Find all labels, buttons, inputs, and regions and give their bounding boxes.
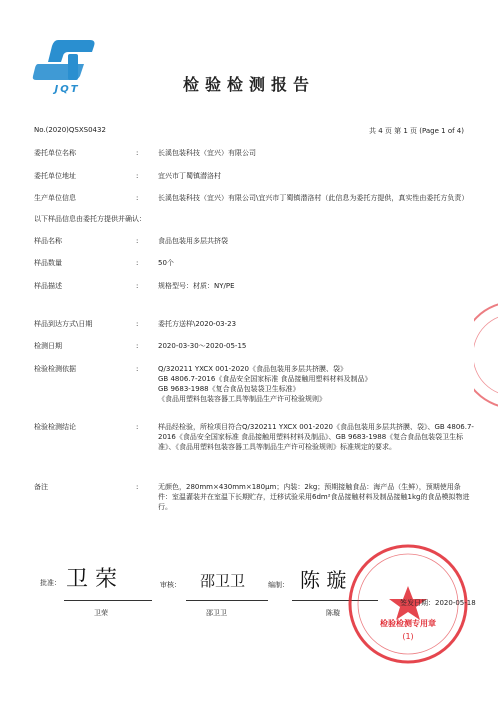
- field-colon: :: [136, 423, 139, 431]
- reviewer-name: 邵卫卫: [206, 609, 227, 617]
- approver-label: 批准：: [40, 579, 61, 587]
- field-value: 长溪包装科技（宜兴）有限公司: [158, 149, 256, 157]
- field-label: 样品数量: [34, 259, 62, 267]
- field-label: 检验检测结论: [34, 423, 76, 431]
- field-label: 检测日期: [34, 342, 62, 350]
- field-colon: :: [136, 259, 139, 267]
- logo-text: JQT: [54, 84, 80, 95]
- field-value: 委托方送样\2020-03-23: [158, 320, 237, 328]
- report-title: 检验检测报告: [182, 75, 315, 94]
- issue-date-value: 2020-05-18: [435, 599, 476, 607]
- issue-date-row: [400, 598, 476, 608]
- field-colon: :: [136, 483, 139, 491]
- field-label: 检验检测依据: [34, 365, 76, 373]
- field-value: 50个: [158, 259, 174, 267]
- field-value: 长溪包装科技（宜兴）有限公司\宜兴市丁蜀镇潜洛村（此信息为委托方提供，真实性由委托方负责）: [158, 194, 469, 202]
- approver-signature-line: [64, 600, 152, 601]
- sample-info-note: 以下样品信息由委托方提供并确认：: [34, 215, 146, 223]
- editor-handwriting: 陈 璇: [300, 568, 347, 592]
- field-value: 2020-03-30～2020-05-15: [158, 342, 247, 350]
- field-colon: :: [136, 194, 139, 202]
- reviewer-label: 审核：: [160, 581, 181, 589]
- reviewer-signature-line: [186, 600, 268, 601]
- issue-date-label: 签发日期：: [400, 599, 435, 607]
- seal-number: (1): [402, 632, 414, 641]
- page-indicator: 共 4 页 第 1 页 (Page 1 of 4): [369, 127, 464, 135]
- reviewer-handwriting: 邵卫卫: [200, 572, 246, 590]
- field-colon: :: [136, 320, 139, 328]
- field-value: 规格型号：材质：NY/PE: [158, 282, 235, 290]
- field-value: 样品经检验，所检项目符合Q/320211 YXCX 001-2020《食品包装用多层共挤膜、袋》、GB 4806.7-2016《食品安全国家标准 食品接触用塑料材料及制品》、GB 9683-1988《复合食品包装袋卫生标准》、《食品用塑料包装容器工具等制品生产许可检验规则》标准规定的要求。: [158, 423, 474, 451]
- field-colon: :: [136, 237, 139, 245]
- field-colon: :: [136, 342, 139, 350]
- field-label: 委托单位地址: [34, 172, 76, 180]
- editor-name: 陈璇: [326, 609, 340, 617]
- field-label: 样品名称: [34, 237, 62, 245]
- field-colon: :: [136, 172, 139, 180]
- edge-seal-stamp: [474, 300, 498, 410]
- approver-handwriting: 卫 荣: [66, 567, 117, 592]
- field-value: 食品包装用多层共挤袋: [158, 237, 228, 245]
- field-label: 备注: [34, 483, 48, 491]
- field-label: 样品描述: [34, 282, 62, 290]
- editor-label: 编制：: [268, 581, 289, 589]
- seal-text: 检验检测专用章: [380, 619, 436, 628]
- field-value: 宜兴市丁蜀镇潜洛村: [158, 172, 221, 180]
- field-label: 样品到达方式\日期: [34, 320, 93, 328]
- field-colon: :: [136, 149, 139, 157]
- field-colon: :: [136, 365, 139, 373]
- report-number: No.(2020)QSXS0432: [34, 126, 106, 134]
- field-colon: :: [136, 282, 139, 290]
- approver-name: 卫荣: [94, 609, 108, 617]
- field-value: Q/320211 YXCX 001-2020《食品包装用多层共挤膜、袋》 GB 4806.7-2016《食品安全国家标准 食品接触用塑料材料及制品》 GB 9683-1988《复合食品包装袋卫生标准》 《食品用塑料包装容器工具等制品生产许可检验规则》: [158, 365, 372, 403]
- field-label: 委托单位名称: [34, 149, 76, 157]
- field-value: 无颜色，280mm×430mm×180μm；内装：2kg；预期接触食品：海产品（生鲜），预期使用条件：室温灌装并在室温下长期贮存，迁移试验采用6dm²食品接触材料及制品接触1kg的食品模拟物进行。: [158, 483, 470, 511]
- field-label: 生产单位信息: [34, 194, 76, 202]
